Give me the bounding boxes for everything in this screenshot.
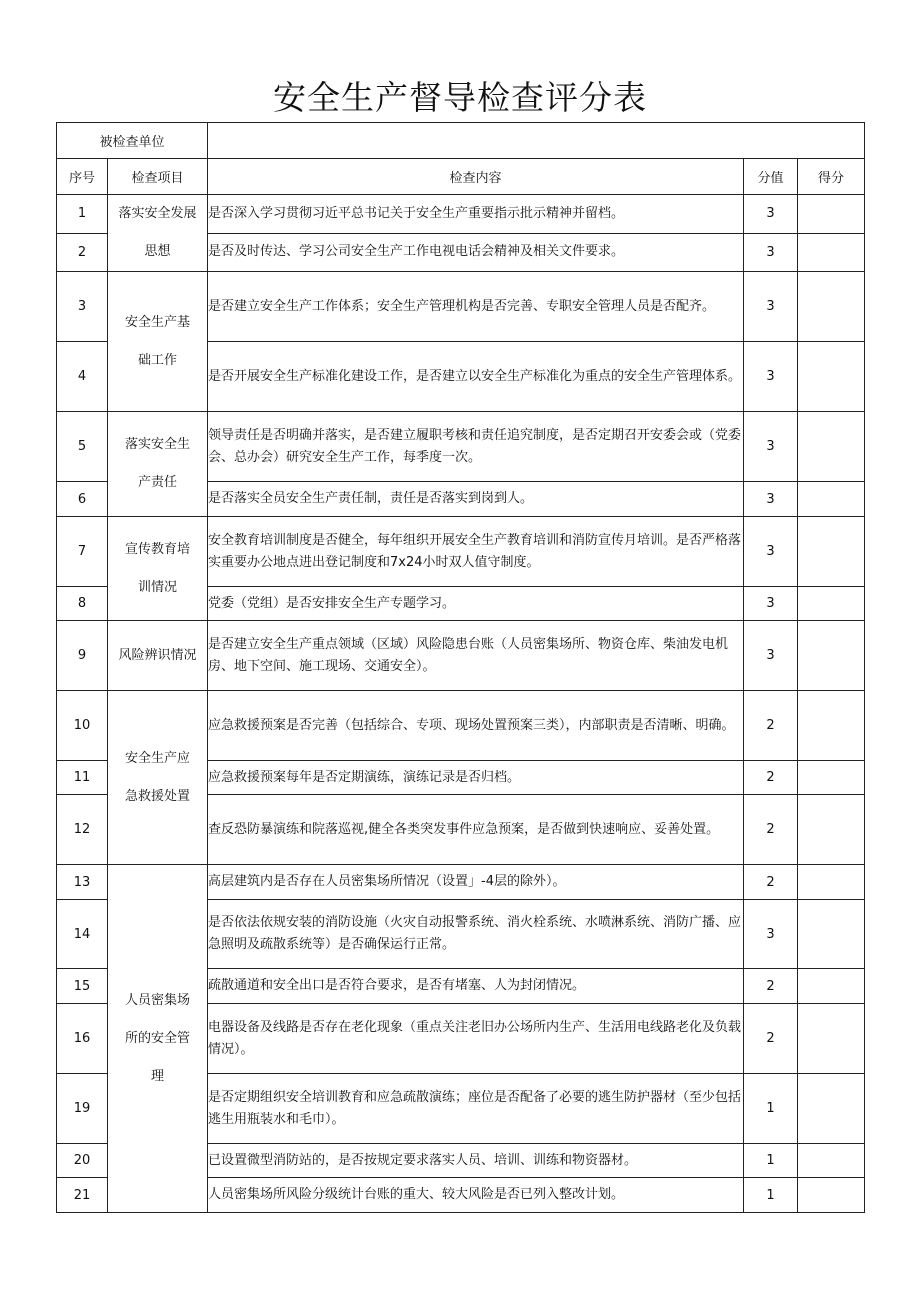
row-content: 是否建立安全生产重点领域（区域）风险隐患台账（人员密集场所、物资仓库、柴油发电机房、地下空间、施工现场、交通安全）。 xyxy=(208,621,744,691)
row-points: 3 xyxy=(744,342,798,412)
category-label: 思想 xyxy=(144,244,171,259)
header-row xyxy=(57,159,865,195)
table-row xyxy=(57,517,865,587)
row-score[interactable] xyxy=(798,233,865,272)
category-cell xyxy=(108,865,208,1213)
row-content: 已设置微型消防站的，是否按规定要求落实人员、培训、训练和物资器材。 xyxy=(208,1144,744,1178)
category-cell xyxy=(108,621,208,691)
row-content: 安全教育培训制度是否健全，每年组织开展安全生产教育培训和消防宣传月培训。是否严格落实重要办公地点进出登记制度和7x24小时双人值守制度。 xyxy=(208,517,744,587)
row-score[interactable] xyxy=(798,621,865,691)
row-content: 是否开展安全生产标准化建设工作，是否建立以安全生产标准化为重点的安全生产管理体系。 xyxy=(208,342,744,412)
row-number: 16 xyxy=(57,1004,108,1074)
row-score[interactable] xyxy=(798,795,865,865)
category-label: 安全生产应 xyxy=(125,750,191,766)
row-content: 应急救援预案是否完善（包括综合、专项、现场处置预案三类），内部职责是否清晰、明确。 xyxy=(208,691,744,761)
row-number: 8 xyxy=(57,587,108,621)
category-label: 产责任 xyxy=(138,475,178,490)
category-label: 人员密集场 xyxy=(125,992,191,1008)
row-content: 电器设备及线路是否存在老化现象（重点关注老旧办公场所内生产、生活用电线路老化及负载情况）。 xyxy=(208,1004,744,1074)
table-row xyxy=(57,412,865,482)
row-points: 1 xyxy=(744,1144,798,1178)
row-score[interactable] xyxy=(798,195,865,234)
category-label: 落实安全发展 xyxy=(118,206,197,221)
category-label: 急救援处置 xyxy=(125,788,191,804)
row-content: 是否定期组织安全培训教育和应急疏散演练；座位是否配备了必要的逃生防护器材（至少包括逃生用瓶装水和毛巾）。 xyxy=(208,1074,744,1144)
row-score[interactable] xyxy=(798,865,865,900)
row-content: 是否及时传达、学习公司安全生产工作电视电话会精神及相关文件要求。 xyxy=(208,233,744,272)
row-content: 是否深入学习贯彻习近平总书记关于安全生产重要指示批示精神并留档。 xyxy=(208,195,744,234)
row-points: 3 xyxy=(744,621,798,691)
row-number: 10 xyxy=(57,691,108,761)
category-label: 落实安全生 xyxy=(125,437,191,452)
row-number: 13 xyxy=(57,865,108,900)
row-number: 1 xyxy=(57,195,108,234)
category-label: 所的安全管 xyxy=(125,1030,191,1046)
row-number: 9 xyxy=(57,621,108,691)
row-score[interactable] xyxy=(798,691,865,761)
row-points: 3 xyxy=(744,412,798,482)
category-cell xyxy=(108,195,208,272)
row-number: 2 xyxy=(57,233,108,272)
row-score[interactable] xyxy=(798,517,865,587)
category-label: 风险辨识情况 xyxy=(118,647,197,663)
header-points: 分值 xyxy=(744,159,798,195)
row-points: 2 xyxy=(744,865,798,900)
row-number: 3 xyxy=(57,272,108,342)
row-content: 领导责任是否明确并落实，是否建立履职考核和责任追究制度，是否定期召开安委会或（党委会、总办会）研究安全生产工作，每季度一次。 xyxy=(208,412,744,482)
row-points: 3 xyxy=(744,272,798,342)
row-points: 3 xyxy=(744,233,798,272)
row-number: 14 xyxy=(57,900,108,969)
row-number: 6 xyxy=(57,482,108,517)
table-row xyxy=(57,195,865,234)
row-points: 3 xyxy=(744,482,798,517)
row-number: 19 xyxy=(57,1074,108,1144)
inspected-unit-field[interactable] xyxy=(208,123,865,159)
row-content: 人员密集场所风险分级统计台账的重大、较大风险是否已列入整改计划。 xyxy=(208,1178,744,1213)
row-score[interactable] xyxy=(798,1144,865,1178)
row-content: 是否落实全员安全生产责任制，责任是否落实到岗到人。 xyxy=(208,482,744,517)
row-score[interactable] xyxy=(798,761,865,795)
row-score[interactable] xyxy=(798,482,865,517)
row-number: 12 xyxy=(57,795,108,865)
table-row xyxy=(57,621,865,691)
table-row xyxy=(57,865,865,900)
row-number: 21 xyxy=(57,1178,108,1213)
table-row xyxy=(57,272,865,342)
category-label: 宣传教育培 xyxy=(125,541,191,557)
category-cell xyxy=(108,272,208,412)
row-content: 高层建筑内是否存在人员密集场所情况（设置」-4层的除外）。 xyxy=(208,865,744,900)
row-content: 是否建立安全生产工作体系；安全生产管理机构是否完善、专职安全管理人员是否配齐。 xyxy=(208,272,744,342)
header-content: 检查内容 xyxy=(208,159,744,195)
row-score[interactable] xyxy=(798,587,865,621)
category-cell xyxy=(108,517,208,621)
row-points: 2 xyxy=(744,969,798,1004)
row-points: 3 xyxy=(744,900,798,969)
category-label: 安全生产基 xyxy=(125,314,191,330)
row-points: 3 xyxy=(744,517,798,587)
category-cell xyxy=(108,691,208,865)
inspected-unit-label: 被检查单位 xyxy=(57,123,208,159)
row-points: 3 xyxy=(744,587,798,621)
row-score[interactable] xyxy=(798,1178,865,1213)
row-points: 1 xyxy=(744,1074,798,1144)
row-number: 20 xyxy=(57,1144,108,1178)
header-no: 序号 xyxy=(57,159,108,195)
row-score[interactable] xyxy=(798,1004,865,1074)
row-score[interactable] xyxy=(798,1074,865,1144)
row-points: 2 xyxy=(744,691,798,761)
category-label: 理 xyxy=(151,1068,165,1084)
row-score[interactable] xyxy=(798,272,865,342)
category-label: 训情况 xyxy=(138,579,178,595)
page-title: 安全生产督导检查评分表 xyxy=(273,78,647,117)
header-item: 检查项目 xyxy=(108,159,208,195)
row-points: 2 xyxy=(744,1004,798,1074)
row-number: 11 xyxy=(57,761,108,795)
row-content: 应急救援预案每年是否定期演练，演练记录是否归档。 xyxy=(208,761,744,795)
category-label: 础工作 xyxy=(138,352,178,368)
row-score[interactable] xyxy=(798,900,865,969)
row-number: 4 xyxy=(57,342,108,412)
row-score[interactable] xyxy=(798,342,865,412)
row-score[interactable] xyxy=(798,969,865,1004)
row-content: 党委（党组）是否安排安全生产专题学习。 xyxy=(208,587,744,621)
row-score[interactable] xyxy=(798,412,865,482)
row-content: 查反恐防暴演练和院落巡视,健全各类突发事件应急预案，是否做到快速响应、妥善处置。 xyxy=(208,795,744,865)
row-points: 1 xyxy=(744,1178,798,1213)
row-content: 是否依法依规安装的消防设施（火灾自动报警系统、消火栓系统、水喷淋系统、消防广播、应急照明及疏散系统等）是否确保运行正常。 xyxy=(208,900,744,969)
row-number: 5 xyxy=(57,412,108,482)
row-number: 15 xyxy=(57,969,108,1004)
row-points: 2 xyxy=(744,795,798,865)
header-score: 得分 xyxy=(798,159,865,195)
row-number: 7 xyxy=(57,517,108,587)
category-cell xyxy=(108,412,208,517)
row-points: 3 xyxy=(744,195,798,234)
inspected-unit-row xyxy=(57,123,865,159)
table-row xyxy=(57,691,865,761)
row-points: 2 xyxy=(744,761,798,795)
inspection-score-table xyxy=(56,122,865,1213)
row-content: 疏散通道和安全出口是否符合要求，是否有堵塞、人为封闭情况。 xyxy=(208,969,744,1004)
